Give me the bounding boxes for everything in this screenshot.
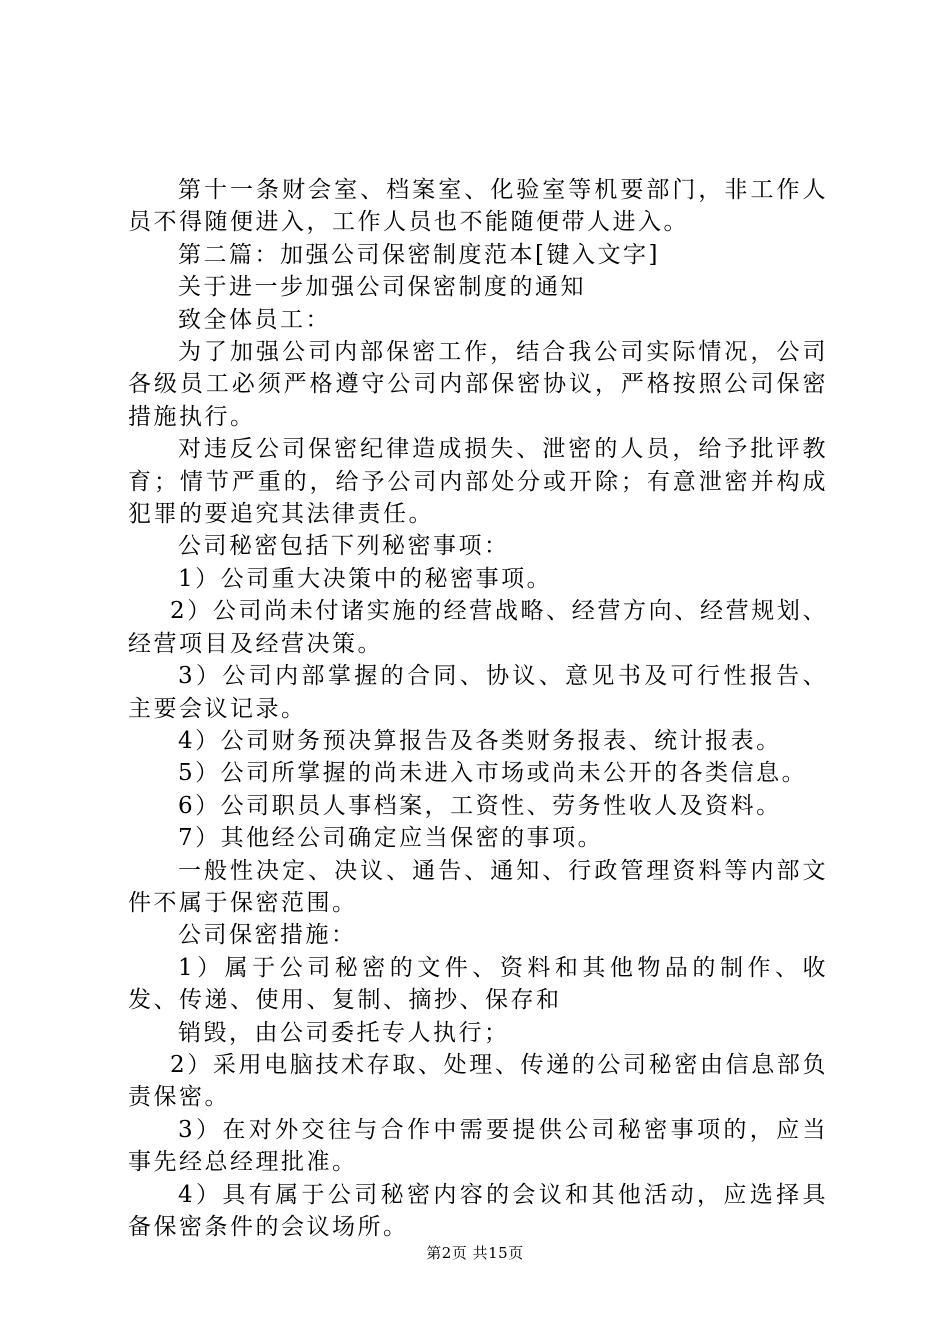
paragraph-article-11: 第十一条财会室、档案室、化验室等机要部门，非工作人员不得随便进入，工作人员也不能随便带人进入。 [128, 177, 828, 236]
measure-item-2: 2）采用电脑技术存取、处理、传递的公司秘密由信息部负责保密。 [128, 1051, 828, 1111]
paragraph-purpose: 为了加强公司内部保密工作，结合我公司实际情况，公司各级员工必须严格遵守公司内部保密协议，严格按照公司保密措施执行。 [128, 339, 828, 430]
secret-item-3: 3）公司内部掌握的合同、协议、意见书及可行性报告、主要会议记录。 [128, 663, 828, 722]
salutation: 致全体员工： [178, 306, 331, 333]
paragraph-penalty: 对违反公司保密纪律造成损失、泄密的人员，给予批评教育；情节严重的，给予公司内部处分或开除；有意泄密并构成犯罪的要追究其法律责任。 [128, 436, 828, 528]
page-number-footer: 第2页 共15页 [426, 1244, 524, 1262]
measure-item-4: 4）具有属于公司秘密内容的会议和其他活动，应选择具备保密条件的会议场所。 [128, 1181, 828, 1240]
secret-item-6: 6）公司职员人事档案，工资性、劳务性收人及资料。 [178, 792, 782, 819]
document-body [128, 174, 828, 1243]
secret-item-7: 7）其他经公司确定应当保密的事项。 [178, 825, 604, 852]
secret-item-5: 5）公司所掌握的尚未进入市场或尚未公开的各类信息。 [178, 760, 808, 787]
measure-item-1-continued: 销毁，由公司委托专人执行； [178, 1019, 510, 1046]
secret-item-2: 2）公司尚未付诸实施的经营战略、经营方向、经营规划、经营项目及经营决策。 [128, 598, 828, 657]
measure-item-3: 3）在对外交往与合作中需要提供公司秘密事项的，应当事先经总经理批准。 [128, 1116, 828, 1176]
secret-item-1: 1）公司重大决策中的秘密事项。 [178, 565, 553, 592]
paragraph-non-secret: 一般性决定、决议、通告、通知、行政管理资料等内部文件不属于保密范围。 [128, 857, 828, 916]
secret-item-4: 4）公司财务预决算报告及各类财务报表、统计报表。 [178, 727, 782, 754]
section-heading: 第二篇：加强公司保密制度范本[键入文字] [178, 241, 660, 268]
secrets-heading: 公司秘密包括下列秘密事项： [178, 533, 510, 560]
measure-item-1: 1）属于公司秘密的文件、资料和其他物品的制作、收发、传递、使用、复制、摘抄、保存和 [128, 954, 828, 1014]
notice-title: 关于进一步加强公司保密制度的通知 [178, 274, 586, 301]
measures-heading: 公司保密措施： [178, 922, 357, 949]
